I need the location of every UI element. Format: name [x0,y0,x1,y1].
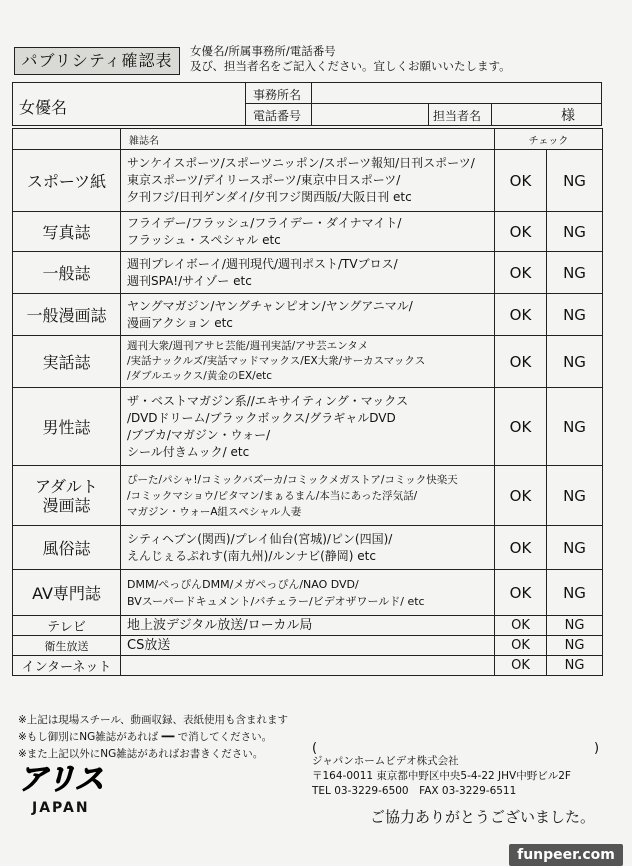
magazine-line: 漫画アクション etc [127,315,233,330]
form-instructions [190,44,511,74]
magazine-line: 週刊大衆/週刊アサヒ芸能/週刊実話/アサ芸エンタメ [127,340,369,352]
table-row [13,252,603,294]
actress-name-field[interactable] [72,91,237,119]
magazine-line: CS放送 [127,638,171,653]
ok-option[interactable]: OK [495,570,547,616]
category-label: 実話誌 [13,336,121,388]
table-row [13,466,603,526]
ng-option[interactable]: NG [547,526,603,570]
magazine-list [121,294,495,336]
ng-option[interactable]: NG [547,616,603,636]
ok-option[interactable]: OK [495,388,547,466]
category-line: アダルト [35,476,98,496]
magazine-line: BVスーパードキュメント/バチェラー/ビデオザワールド/ etc [127,594,425,608]
magazine-line: フライデー/フラッシュ/フライデー・ダイナマイト/ [127,215,402,230]
company-name: ジャパンホームビデオ株式会社 [312,755,459,767]
paren-close: ) [594,741,600,756]
footnote-line: ※もし御別にNG雑誌があれば ━━ で消してください。 [18,731,273,743]
logo-sub-text: JAPAN [32,800,90,816]
ok-option[interactable]: OK [495,212,547,252]
magazine-line: DMM/ぺっぴんDMM/メガぺっぴん/NAO DVD/ [127,577,359,591]
magazine-line: 夕刊フジ/日刊ゲンダイ/夕刊フジ関西版/大阪日刊 etc [127,190,412,204]
category-line: 漫画誌 [42,495,91,515]
company-address: 〒164-0011 東京都中野区中央5-4-22 JHV中野ビル2F [312,770,571,782]
check-column-header: チェック [495,129,603,150]
magazine-list [121,656,495,676]
magazine-list [121,336,495,388]
magazine-line: シール付きムック/ etc [127,444,250,459]
category-label: テレビ [13,616,121,636]
magazine-line: /ダブルエックス/黄金のEX/etc [127,370,273,382]
magazine-line: /DVDドリーム/ブラックボックス/グラギャルDVD [127,410,396,425]
table-row [13,570,603,616]
instruction-line: 女優名/所属事務所/電話番号 [190,44,336,58]
magazine-list [121,526,495,570]
magazine-line: /コミックマショウ/ピタマン/まぁるまん/本当にあった浮気話/ [127,489,418,502]
ok-option[interactable]: OK [495,252,547,294]
category-label: 一般漫画誌 [13,294,121,336]
magazine-line: フラッシュ・スペシャル etc [127,232,281,247]
contact-person-field[interactable] [493,104,557,124]
instruction-line: 及び、担当者名をご記入ください。宜しくお願いいたします。 [190,59,511,73]
ok-option[interactable]: OK [495,526,547,570]
alice-japan-logo [18,760,108,832]
magazine-list [121,570,495,616]
company-info [312,754,571,799]
info-header-box [12,82,602,126]
logo-main-text: アリス [18,762,104,797]
ng-option[interactable]: NG [547,570,603,616]
magazine-line: えんじぇるぷれす(南九州)/ルンナビ(静岡) etc [127,548,376,563]
company-tel-fax: TEL 03-3229-6500 FAX 03-3229-6511 [312,785,517,797]
form-title: パブリシティ確認表 [14,47,180,75]
actress-name-label: 女優名 [19,98,68,117]
magazine-list [121,388,495,466]
magazine-list [121,150,495,212]
table-row [13,656,603,676]
category-label: AV専門誌 [13,570,121,616]
magazine-list [121,212,495,252]
ok-option[interactable]: OK [495,294,547,336]
ok-option[interactable]: OK [495,466,547,526]
table-row [13,294,603,336]
ng-option[interactable]: NG [547,466,603,526]
ok-option[interactable]: OK [495,616,547,636]
footnote-line: ※上記は現場スチール、動画収録、表紙使用も含まれます [18,714,289,726]
magazine-line: /ブブカ/マガジン・ウォー/ [127,427,271,442]
category-label: 写真誌 [13,212,121,252]
magazine-list [121,252,495,294]
magazine-line: ザ・ベストマガジン系//エキサイティング・マックス [127,393,409,408]
magazine-line: シティヘブン(関西)/プレイ仙台(宮城)/ピン(四国)/ [127,531,393,546]
category-label [13,466,121,526]
magazine-line: 週刊SPA!/サイゾー etc [127,273,252,288]
magazine-list [121,616,495,636]
category-label: 風俗誌 [13,526,121,570]
ng-option[interactable]: NG [547,336,603,388]
table-row [13,336,603,388]
magazine-line: 地上波デジタル放送/ローカル局 [127,618,313,633]
category-label: 男性誌 [13,388,121,466]
paren-open: ( [312,741,318,756]
publicity-check-table [12,128,603,676]
ng-option[interactable]: NG [547,252,603,294]
ok-option[interactable]: OK [495,636,547,656]
table-row [13,388,603,466]
category-label: 衛生放送 [13,636,121,656]
magazine-line: ヤングマガジン/ヤングチャンピオン/ヤングアニマル/ [127,298,413,313]
table-row [13,526,603,570]
phone-number-field[interactable] [313,104,427,124]
ng-option[interactable]: NG [547,294,603,336]
ng-option[interactable]: NG [547,388,603,466]
phone-number-label: 電話番号 [253,109,302,123]
table-row [13,616,603,636]
magazine-line: マガジン・ウォーA組スペシャル人妻 [127,505,302,518]
ok-option[interactable]: OK [495,656,547,676]
table-row [13,212,603,252]
magazine-line: /実話ナックルズ/実話マッドマックス/EX大衆/サーカスマックス [127,355,426,367]
table-row [13,150,603,212]
ok-option[interactable]: OK [495,336,547,388]
ng-option[interactable]: NG [547,636,603,656]
category-label: 一般誌 [13,252,121,294]
magazine-line: 東京スポーツ/デイリースポーツ/東京中日スポーツ/ [127,173,401,187]
watermark: funpeer.com [509,844,623,866]
contact-person-label: 担当者名 [433,109,482,123]
magazine-line: サンケイスポーツ/スポーツニッポン/スポーツ報知/日刊スポーツ/ [127,156,475,170]
table-row [13,636,603,656]
office-name-field[interactable] [313,84,599,102]
table-header-row [13,129,603,150]
honorific-suffix: 様 [561,108,575,124]
magazine-line: ぴーた/パシャ!/コミックバズーカ/コミックメガストア/コミック快楽天 [127,473,458,486]
header-blank-cell [13,129,121,150]
category-label: スポーツ紙 [13,150,121,212]
magazine-line: 週刊プレイボーイ/週刊現代/週刊ポスト/TVブロス/ [127,256,398,271]
ng-option[interactable]: NG [547,656,603,676]
magazine-list [121,466,495,526]
thanks-message: ご協力ありがとうございました。 [370,808,596,826]
footnote-line: ※また上記以外にNG雑誌があればお書きください。 [18,748,264,760]
magazine-list [121,636,495,656]
magazine-column-header: 雑誌名 [121,129,495,150]
ok-option[interactable]: OK [495,150,547,212]
ng-option[interactable]: NG [547,212,603,252]
category-label: インターネット [13,656,121,676]
footnotes [18,712,288,763]
ng-option[interactable]: NG [547,150,603,212]
office-name-label: 事務所名 [253,88,302,102]
